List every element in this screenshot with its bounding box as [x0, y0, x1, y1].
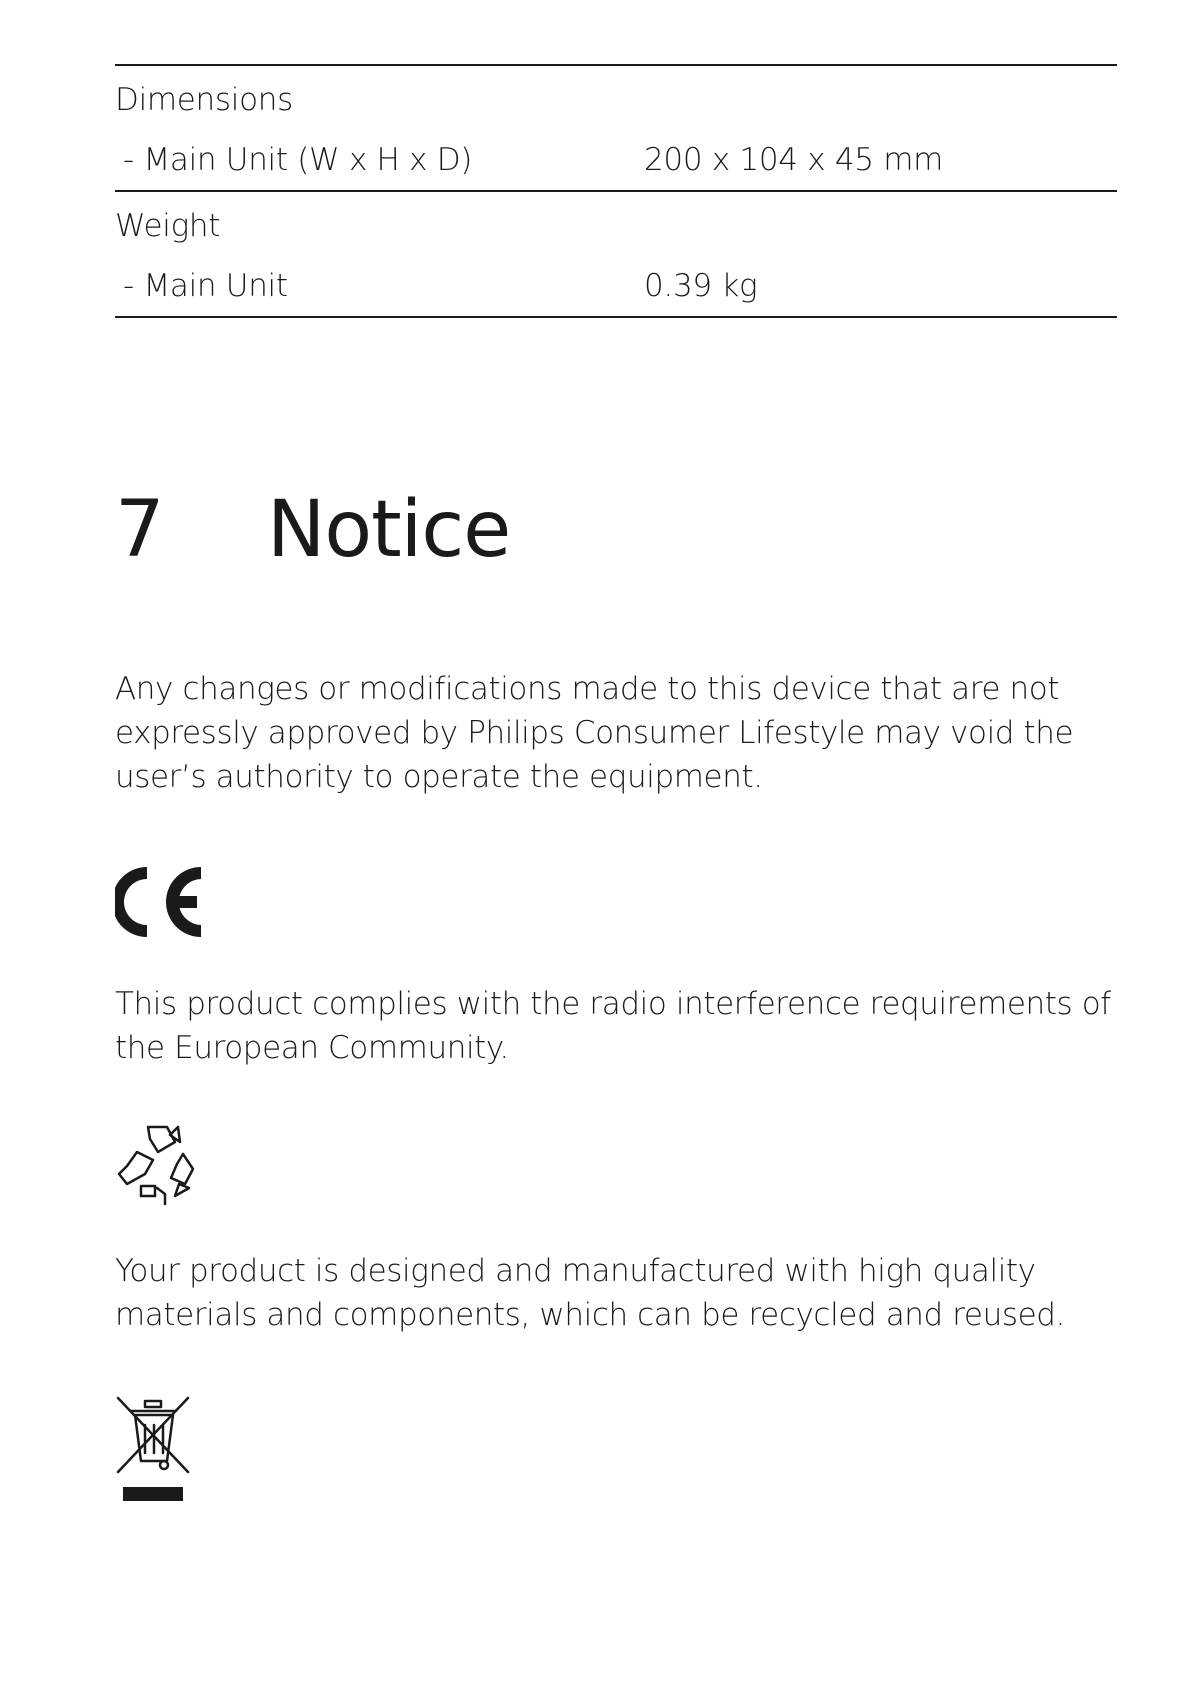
- weight-label: - Main Unit: [123, 268, 288, 304]
- dimensions-label: - Main Unit (W x H x D): [123, 142, 473, 178]
- dimensions-group: [115, 66, 1117, 192]
- crossed-out-wheelie-bin-icon: [115, 1395, 191, 1505]
- recycle-icon: [115, 1122, 199, 1210]
- ce-compliance-paragraph: This product complies with the radio interference requirements of the European Community.: [115, 986, 1111, 1066]
- recycling-paragraph: Your product is designed and manufactured with high quality materials and components, which can be recycled and reused.: [115, 1253, 1066, 1333]
- weight-row: [115, 266, 1117, 306]
- dimensions-row: [115, 140, 1117, 180]
- weight-heading: Weight: [115, 208, 221, 244]
- dimensions-value: 200 x 104 x 45 mm: [644, 142, 944, 178]
- modifications-paragraph: Any changes or modifications made to this device that are not expressly approved by Philips Consumer Lifestyle may void the user’s authority to operate the equipment.: [115, 671, 1074, 795]
- chapter-number: 7: [115, 485, 164, 575]
- dimensions-heading: Dimensions: [115, 82, 293, 118]
- chapter-title: Notice: [267, 485, 511, 575]
- specifications-table: [115, 64, 1117, 318]
- ce-mark-icon: [115, 865, 215, 943]
- weight-group: [115, 192, 1117, 318]
- weight-value: 0.39 kg: [644, 268, 758, 304]
